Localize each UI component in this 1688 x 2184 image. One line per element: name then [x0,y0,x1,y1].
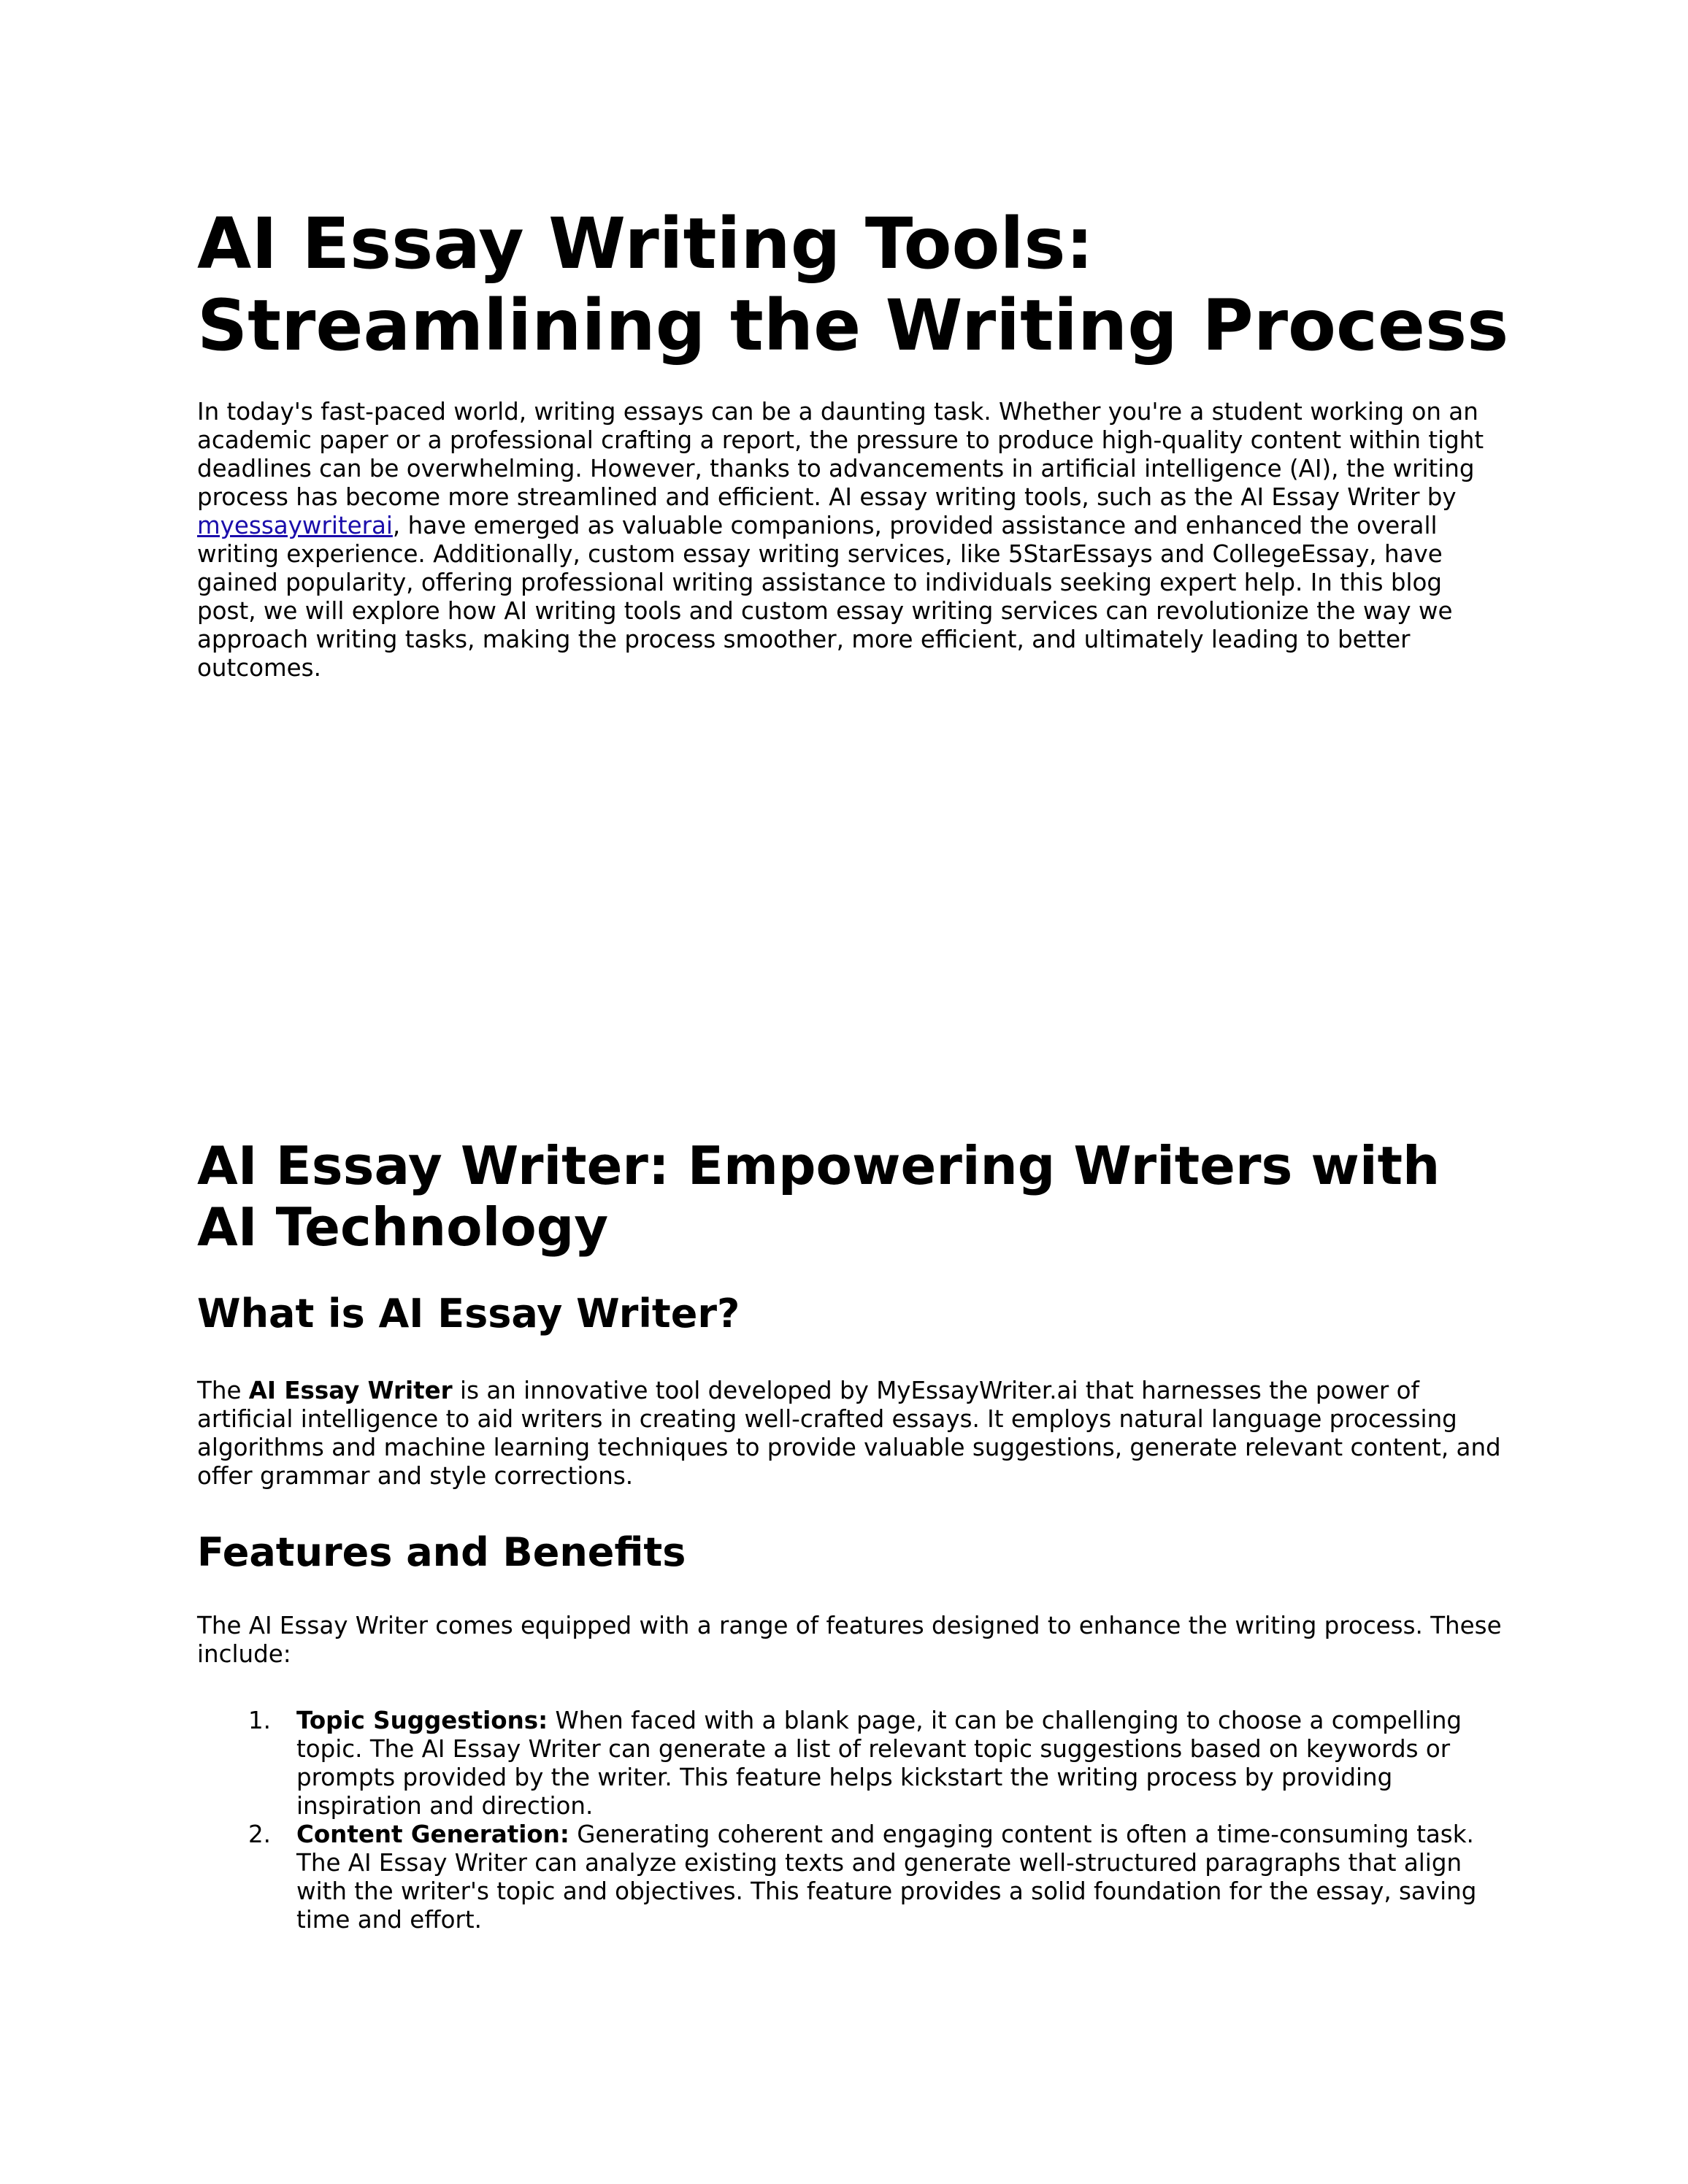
feature-list [197,1707,1504,1934]
list-item-title: Content Generation: [296,1820,569,1848]
list-item-number: 2. [248,1820,272,1848]
intro-text-before-link: In today's fast-paced world, writing essays can be a daunting task. Whether you're a student working on an academic paper or a professional crafting a report, the pressure to produce high-quality content within tight deadlines can be overwhelming. However, thanks to advancements in artificial intelligence (AI), the writing process has become more streamlined and efficient. AI essay writing tools, such as the AI Essay Writer by [197,398,1484,511]
section-heading-ai-essay-writer: AI Essay Writer: Empowering Writers with AI Technology [197,1135,1440,1258]
intro-text-after-link: , have emerged as valuable companions, provided assistance and enhanced the overall writing experience. Additionally, custom essay writing services, like 5StarEssays and CollegeEssay, have gained popularity, offering professional writing assistance to individuals seeking expert help. In this blog post, we will explore how AI writing tools and custom essay writing services can revolutionize the way we approach writing tasks, making the process smoother, more efficient, and ultimately leading to better outcomes. [197,512,1453,682]
what-is-bold-term: AI Essay Writer [248,1377,453,1404]
list-item-text: When faced with a blank page, it can be challenging to choose a compelling topic. The AI Essay Writer can generate a list of relevant topic suggestions based on keywords or prompts provided by the writer. This feature helps kickstart the writing process by providing inspiration and direction. [296,1707,1462,1820]
page-title-line-1: AI Essay Writing Tools: [197,203,1094,285]
list-item-number: 1. [248,1707,272,1734]
list-item-text: Generating coherent and engaging content is often a time-consuming task. The AI Essay Writer can analyze existing texts and generate well-structured paragraphs that align with the writer's topic and objectives. This feature provides a solid foundation for the essay, saving time and effort. [296,1820,1477,1934]
what-is-rest: is an innovative tool developed by MyEssayWriter.ai that harnesses the power of artificial intelligence to aid writers in creating well-crafted essays. It employs natural language processing algorithms and machine learning techniques to provide valuable suggestions, generate relevant content, and offer grammar and style corrections. [197,1377,1501,1490]
features-intro-paragraph: The AI Essay Writer comes equipped with a range of features designed to enhance the writing process. These include: [197,1612,1502,1668]
what-is-lead: The [197,1377,249,1404]
subheading-features: Features and Benefits [197,1529,686,1575]
subheading-what-is: What is AI Essay Writer? [197,1291,740,1337]
list-item [197,1820,1504,1934]
list-item [197,1707,1504,1820]
what-is-paragraph [197,1377,1504,1491]
page-title [197,203,1511,366]
page-title-line-2: Streamlining the Writing Process [197,285,1509,366]
intro-paragraph [197,398,1504,682]
myessaywriterai-link[interactable]: myessaywriterai [197,512,393,539]
list-item-title: Topic Suggestions: [296,1707,548,1734]
